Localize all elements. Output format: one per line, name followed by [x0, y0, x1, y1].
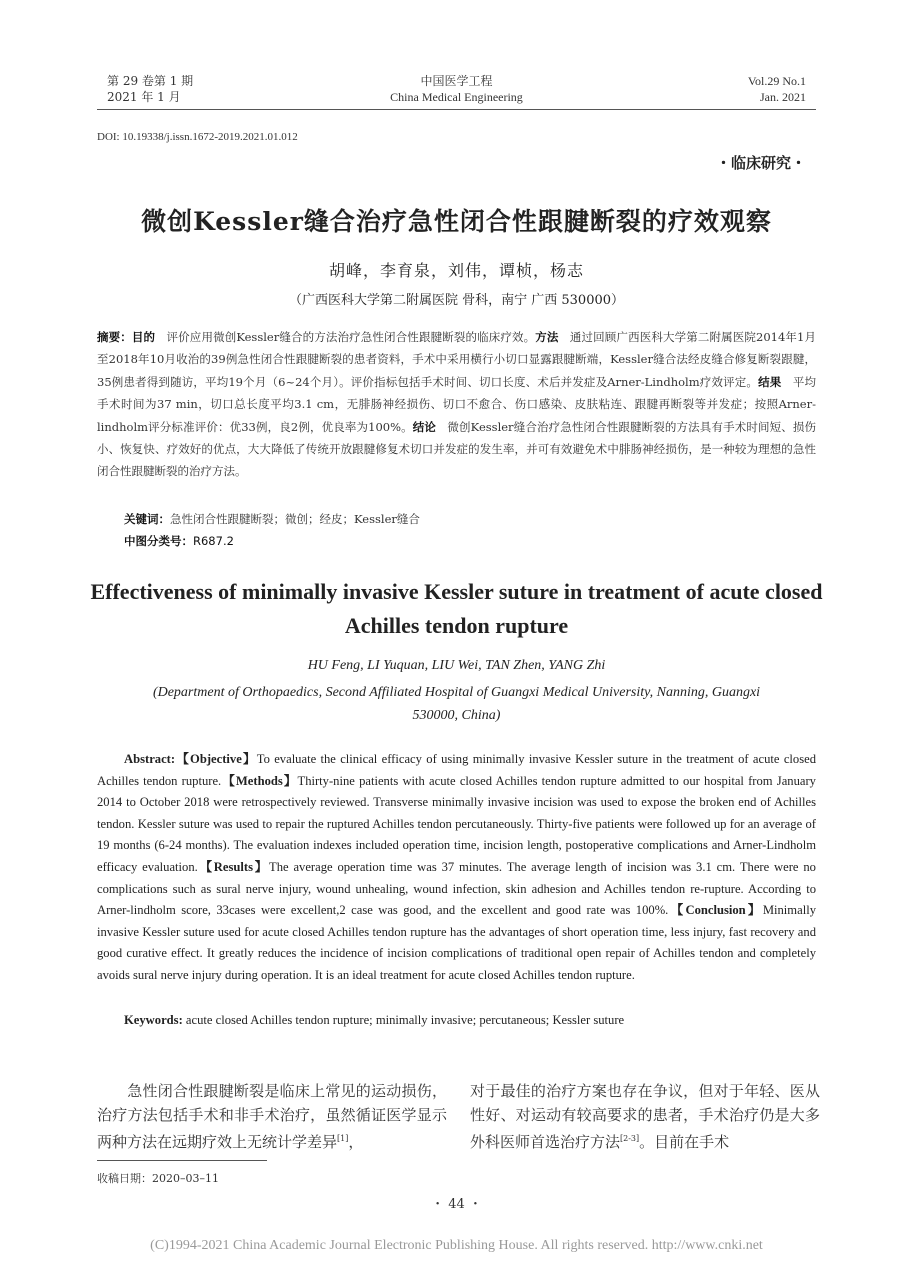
header-divider [97, 109, 816, 110]
objective-text-cn: 评价应用微创Kessler缝合的方法治疗急性闭合性跟腱断裂的临床疗效。 [166, 330, 536, 344]
journal-name [340, 73, 573, 105]
volume-issue-en: Vol.29 No.1 [747, 74, 806, 88]
copyright-notice: (C)1994-2021 China Academic Journal Electronic Publishing House. All rights reserved. http://www.cnki.net [150, 1238, 763, 1253]
affiliation-cn: （广西医科大学第二附属医院 骨科，南宁 广西 530000） [288, 293, 625, 308]
journal-name-cn: 中国医学工程 [420, 74, 493, 88]
results-text-cn: 平均手术时间为37 min，切口总长度平均3.1 cm，无腓肠神经损伤、切口不愈合、伤口感染、皮肤粘连、跟腱再断裂等并发症；按照Arner-lindholm评分标准评价：优33例，良2例，优良率为100%。 [97, 374, 817, 434]
keywords-text-en: acute closed Achilles tendon rupture; minimally invasive; percutaneous; Kessler suture [185, 1013, 625, 1027]
classification-label: 中图分类号： [124, 534, 193, 548]
journal-name-en: China Medical Engineering [390, 90, 523, 104]
objective-label-cn: 目的 [131, 330, 156, 344]
classification-value: R687.2 [193, 534, 234, 548]
methods-text-cn: 通过回顾广西医科大学第二附属医院2014年1月至2018年10月收治的39例急性闭合性跟腱断裂的患者资料，手术中采用横行小切口显露跟腱断端，Kessler缝合法经皮缝合修复断裂跟腱，35例患者得到随访，平均19个月（6~24个月）。评价指标包括手术时间、切口长度、术后并发症及Arner-Lindholm疗效评定。 [97, 330, 817, 389]
body-text-right: 对于最佳的治疗方案也存在争议，但对于年轻、医从性好、对运动有较高要求的患者，手术治疗仍是大多外科医师首选治疗方法 [470, 1082, 820, 1151]
footnote-divider [97, 1160, 267, 1161]
authors-en: HU Feng, LI Yuquan, LIU Wei, TAN Zhen, YANG Zhi [307, 658, 606, 673]
results-label-cn: 结果 [758, 374, 782, 389]
date-en: Jan. 2021 [760, 90, 806, 104]
methods-label-en: 【Methods】 [221, 773, 298, 788]
body-column-left [97, 1079, 447, 1154]
page-number: ・ 44 ・ [431, 1197, 482, 1212]
keywords-label-en: Keywords: [124, 1013, 183, 1027]
classification-cn [124, 533, 234, 549]
citation-ref[interactable]: [2-3] [620, 1134, 640, 1143]
abstract-en [97, 749, 816, 987]
volume-issue-cn: 第 29 卷第 1 期 [107, 74, 194, 88]
section-tag: ・临床研究・ [715, 154, 806, 172]
title-en: Effectiveness of minimally invasive Kessler suture in treatment of acute closed Achilles tendon rupture [90, 579, 823, 638]
conclusion-text-en: Minimally invasive Kessler suture used for acute closed Achilles tendon rupture has the advantages of short operation time, less injury, fast recovery and good curative effect. It greatly reduces the incidence of incision complications of traditional open repair of Achilles tendon and completely avoids sural nerve injury during operation. It is an ideal treatment for acute closed Achilles tendon rupture. [97, 903, 816, 982]
conclusion-text-cn: 微创Kessler缝合治疗急性闭合性跟腱断裂的方法具有手术时间短、损伤小、恢复快、疗效好的优点，大大降低了传统开放跟腱修复术切口并发症的发生率，并可有效避免术中腓肠神经损伤，是一种较为理想的急性闭合性跟腱断裂的治疗方法。 [97, 419, 816, 479]
keywords-cn [124, 511, 420, 527]
keywords-text-cn: 急性闭合性跟腱断裂；微创；经皮；Kessler缝合 [170, 512, 420, 526]
objective-text-en: To evaluate the clinical efficacy of using minimally invasive Kessler suture in the treatment of acute closed Achilles tendon rupture. [97, 752, 816, 788]
conclusion-label-en: 【Conclusion】 [668, 903, 763, 918]
keywords-label-cn: 关键词： [124, 512, 170, 526]
received-date: 收稿日期：2020–03–11 [97, 1172, 219, 1185]
citation-ref[interactable]: [1] [337, 1134, 349, 1143]
abstract-label-cn: 摘要： [97, 330, 132, 344]
header-right [748, 73, 806, 105]
body-text-left: 急性闭合性跟腱断裂是临床上常见的运动损伤，治疗方法包括手术和非手术治疗，虽然循证医学显示两种方法在远期疗效上无统计学差异 [97, 1082, 447, 1151]
body-text-left-tail: ， [348, 1133, 364, 1151]
keywords-en [124, 1013, 624, 1028]
results-label-en: 【Results】 [197, 859, 270, 874]
body-column-right [470, 1079, 820, 1154]
objective-label-en: 【Objective】 [175, 752, 257, 766]
doi[interactable]: DOI: 10.19338/j.issn.1672-2019.2021.01.012 [97, 131, 298, 143]
date-cn: 2021 年 1 月 [107, 90, 181, 104]
affiliation-en: (Department of Orthopaedics, Second Affiliated Hospital of Guangxi Medical University, Nanning, Guangxi 530000, China) [152, 685, 761, 723]
methods-text-en: Thirty-nine patients with acute closed Achilles tendon rupture admitted to our hospital from January 2014 to October 2018 were retrospectively reviewed. Transverse minimally invasive incision was used to expose the broken end of Achilles tendon. Kessler suture was used to repair the ruptured Achilles tendon percutaneously. Thirty-five patients were followed up for an average of 19 months (6-24 months). The evaluation indexes included operation time, incision length, postoperative complications and Arner-Lindholm efficacy evaluation. [97, 773, 816, 874]
authors-cn: 胡峰，李育泉，刘伟，谭桢，杨志 [328, 261, 584, 280]
abstract-label-en: Abstract: [124, 752, 176, 766]
header-left [107, 73, 193, 105]
title-cn: 微创Kessler缝合治疗急性闭合性跟腱断裂的疗效观察 [141, 207, 772, 236]
methods-label-cn: 方法 [535, 330, 559, 344]
results-text-en: The average operation time was 37 minutes. The average length of incision was 3.1 cm. There were no complications such as sural nerve injury, wound unhealing, wound infection, skin adhesion and Achilles tendon re-rupture. According to Arner-lindholm score, 33cases were excellent,2 case was good, and the excellent and good rate was 100%. [97, 859, 816, 918]
body-text-right-tail: 。目前在手术 [639, 1133, 730, 1151]
conclusion-label-cn: 结论 [412, 419, 437, 434]
abstract-cn [97, 326, 816, 483]
